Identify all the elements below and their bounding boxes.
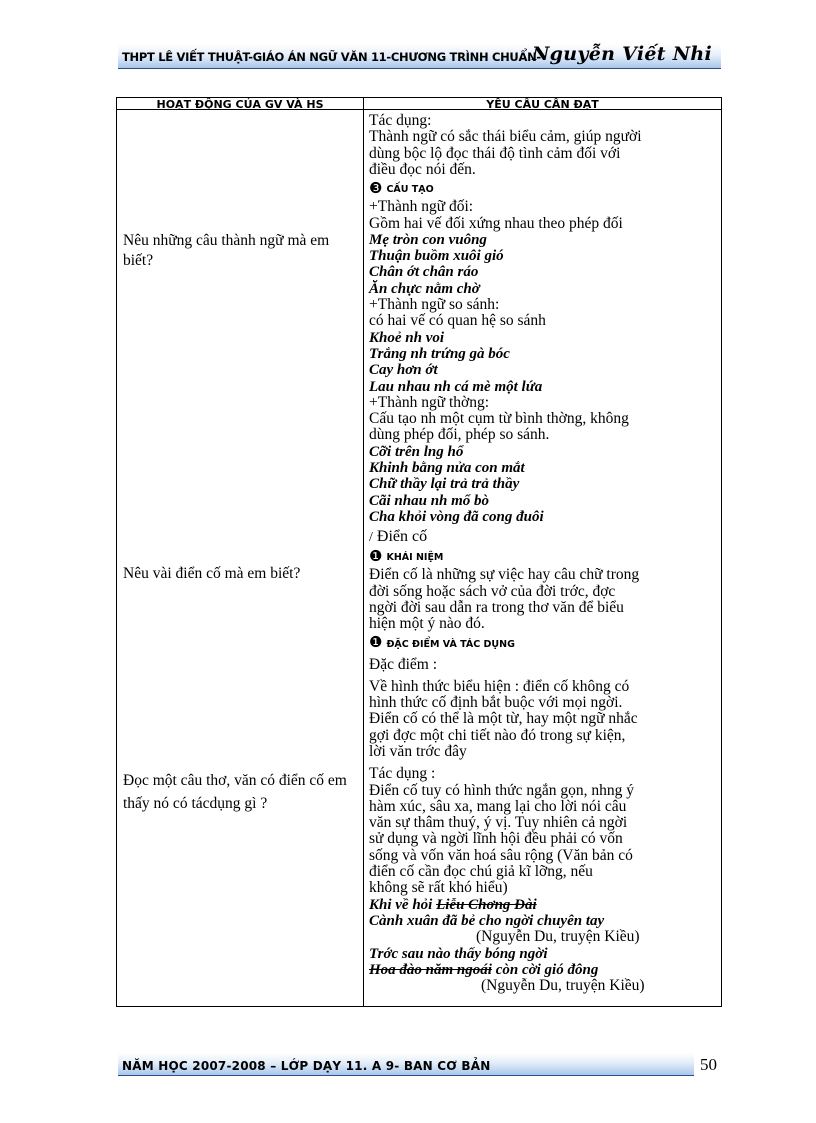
text-line: ngời đời sau dẫn ra trong thơ văn để biểu (369, 598, 624, 616)
question-allusions: Nêu vài điển cố mà em biết? (123, 565, 301, 582)
question-idioms: Nêu những câu thành ngữ mà em biết? (123, 232, 330, 269)
section-title: ĐẶC ĐIỂM VÀ TÁC DỤNG (386, 638, 515, 650)
text-line: Điển cố là những sự việc hay câu chữ trong (369, 566, 640, 584)
text-line: văn sự thâm thuý, ý vị. Tuy nhiên cả ngời (369, 814, 628, 832)
idiom-example: Lau nhau nh cá mè một lứa (369, 378, 543, 395)
section-khai-niem (369, 549, 719, 566)
idiom-example: Khinh bằng nửa con mắt (369, 460, 525, 476)
header-row-divider (117, 109, 721, 110)
allusion-phrase: Liễu Chơng Đài (436, 896, 537, 913)
subheading: +Thành ngữ đối: (369, 198, 474, 216)
section-title: KHÁI NIỆM (386, 552, 444, 564)
text-line: hình thức cố định bắt buộc với mọi ngời. (369, 694, 623, 712)
section-cau-tao (369, 181, 719, 198)
text-line: điều đọc nói đến. (369, 160, 476, 178)
text-line: Về hình thức biểu hiện : điển cố không có (369, 677, 630, 695)
poem-line: Hoa đào năm ngoái còn cời gió đông (369, 961, 599, 978)
idiom-example: Cỡi trên lng hổ (369, 443, 464, 460)
number-1-bullet-icon: ❶ (369, 635, 383, 652)
idiom-example: Cay hơn ớt (369, 362, 438, 379)
page-footer (118, 1053, 694, 1076)
poem-line: Cành xuân đã bẻ cho ngời chuyên tay (369, 912, 605, 929)
text-line: hàm xúc, sâu xa, mang lại cho lời nói câu (369, 797, 627, 815)
allusion-phrase: Hoa đào năm ngoái (369, 961, 492, 978)
col-header-requirements: YÊU CẦU CẦN ĐẠT (486, 98, 599, 109)
col-header-activities: HOẠT ĐỘNG CỦA GV VÀ HS (156, 98, 324, 109)
idiom-example: Trắng nh trứng gà bóc (369, 345, 510, 362)
text-line: lời văn trớc đây (369, 742, 467, 760)
text-line: Cấu tạo nh một cụm từ bình thờng, không (369, 410, 629, 428)
text-line: dùng bộc lộ đọc thái độ tình cảm đối với (369, 144, 621, 162)
idiom-example: Mẹ tròn con vuông (369, 231, 487, 248)
subheading: +Thành ngữ so sánh: (369, 296, 500, 314)
dac-diem-label: Đặc điểm : (369, 655, 438, 673)
text-line: Thành ngữ có sắc thái biểu cảm, giúp người (369, 128, 642, 146)
text-line: điển cố cần đọc chú giả kĩ lỡng, nếu (369, 863, 593, 881)
poem-source: (Nguyễn Du, truyện Kiều) (476, 928, 640, 946)
text-line: Điển cố có thể là một từ, hay một ngữ nhắc (369, 710, 638, 728)
poem-line: Trớc sau nào thấy bóng ngời (369, 945, 548, 962)
header-author: Nguyễn Viết Nhi (532, 43, 713, 65)
text-line: sống và vốn văn hoá sâu rộng (Văn bản có (369, 846, 633, 864)
number-1-bullet-icon: ❶ (369, 549, 383, 566)
text-line: Điển cố tuy có hình thức ngắn gọn, nhng ý (369, 781, 634, 799)
idiom-example: Ăn chực nằm chờ (369, 280, 480, 297)
text-line: Gồm hai vế đối xứng nhau theo phép đối (369, 214, 623, 232)
column-divider (363, 98, 364, 1006)
lesson-table (116, 97, 722, 1007)
page-header (118, 44, 721, 69)
tac-dung-label: Tác dụng: (369, 112, 432, 129)
idiom-example: Cãi nhau nh mổ bò (369, 492, 490, 509)
text-line: không sẽ rất khó hiểu) (369, 879, 508, 897)
slash-mark: / (369, 530, 373, 546)
poem-line: Khi về hỏi Liễu Chơng Đài (369, 896, 537, 913)
section-title: CẤU TẠO (386, 184, 434, 196)
idiom-example: Khoẻ nh voi (369, 329, 445, 346)
page-number: 50 (700, 1055, 717, 1074)
subheading: +Thành ngữ thờng: (369, 393, 490, 411)
idiom-example: Thuận buồm xuôi gió (369, 248, 504, 265)
text-line: đời sống hoặc sách vở của đời trớc, đợc (369, 582, 616, 600)
section-dac-diem (369, 635, 719, 652)
number-3-bullet-icon: ❸ (369, 181, 383, 198)
idiom-example: Chữ thầy lại trả trả thầy (369, 476, 520, 493)
section-title: Điển cố (376, 528, 428, 546)
text-line: dùng phép đối, phép so sánh. (369, 426, 550, 444)
text-line: gợi đợc một chi tiết nào đó trong sự kiện, (369, 726, 626, 744)
poem-source: (Nguyễn Du, truyện Kiều) (481, 977, 645, 995)
text-line: có hai vế có quan hệ so sánh (369, 312, 546, 330)
footer-text: NĂM HỌC 2007-2008 – LỚP DẠY 11. A 9- BAN CƠ BẢN (122, 1059, 491, 1073)
header-title: THPT LÊ VIẾT THUẬT-GIÁO ÁN NGỮ VĂN 11-CHƯƠNG TRÌNH CHUẨN- (122, 50, 541, 64)
idiom-example: Cha khỏi vòng đã cong đuôi (369, 508, 544, 525)
text-line: sử dụng và ngời lĩnh hội đều phải có vốn (369, 830, 623, 848)
idiom-example: Chân ớt chân ráo (369, 264, 479, 281)
tac-dung-label: Tác dụng : (369, 765, 436, 783)
question-allusion-effect: Đọc một câu thơ, văn có điển cố em thấy nó có tácdụng gì ? (123, 772, 347, 812)
text-line: hiện một ý nào đó. (369, 615, 485, 633)
section-dien-co (369, 528, 719, 546)
requirements-content (369, 113, 719, 994)
